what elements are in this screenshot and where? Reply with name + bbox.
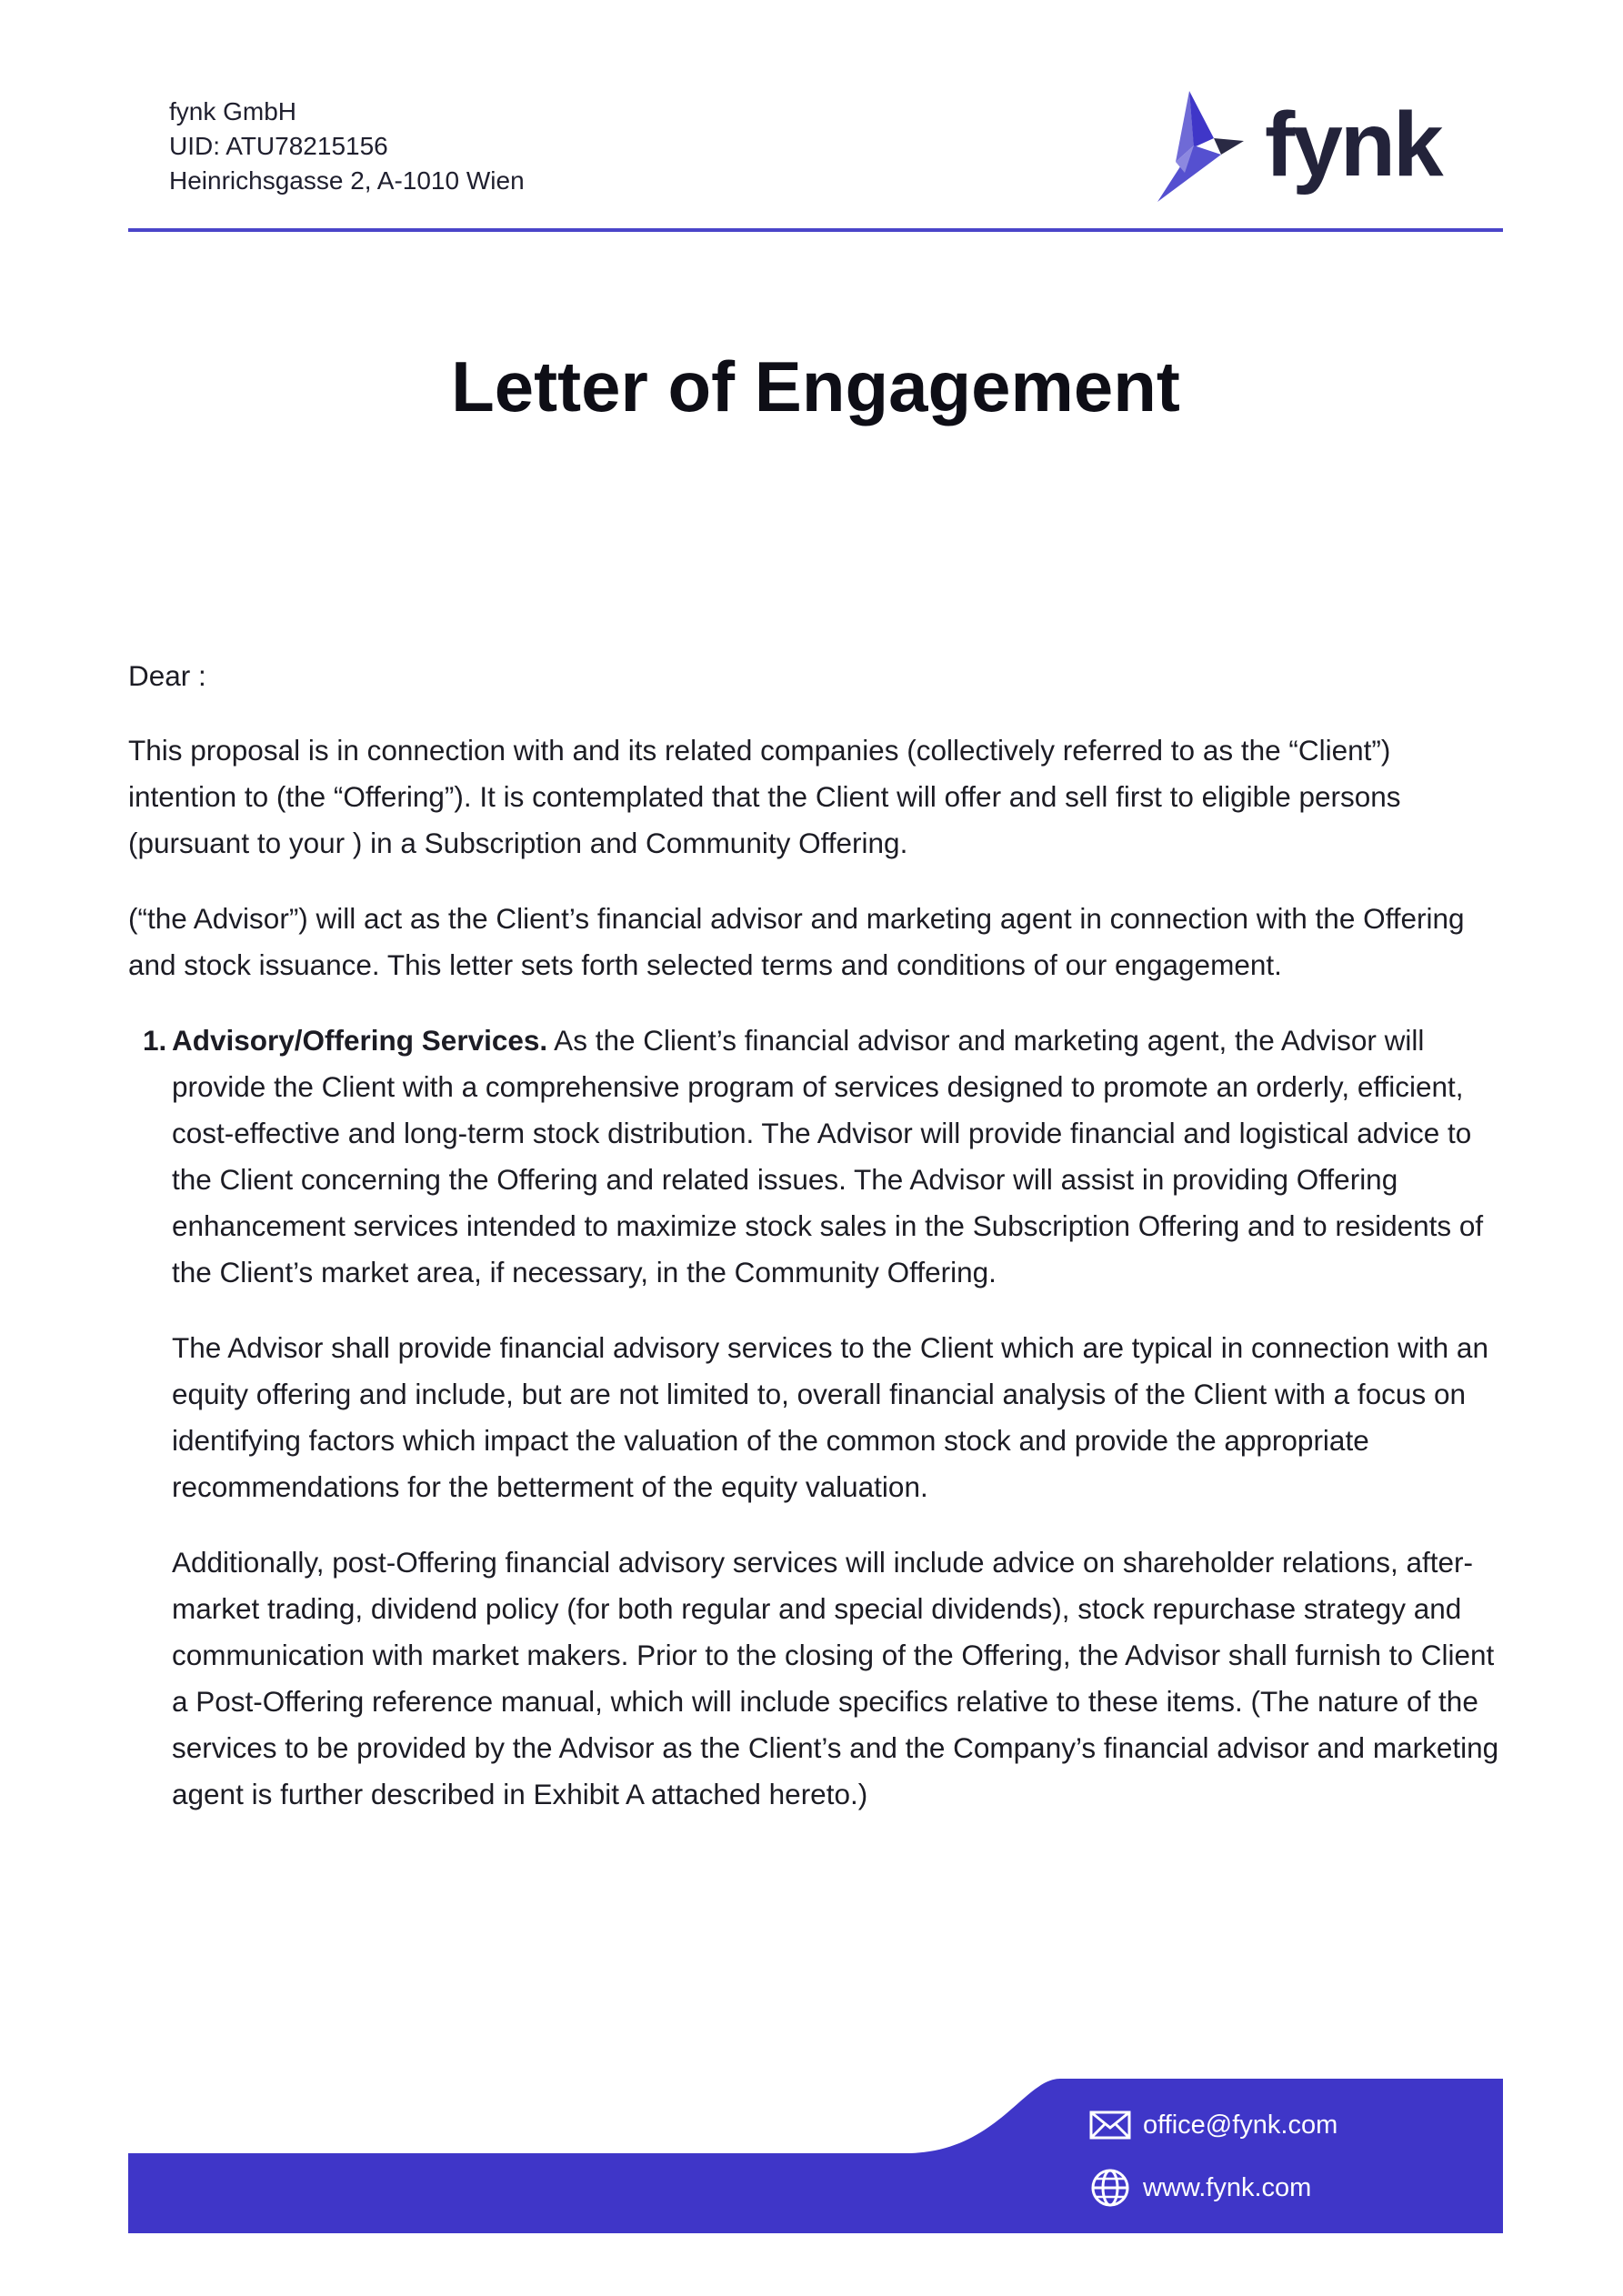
list-item-heading: Advisory/Offering Services. xyxy=(172,1024,548,1057)
list-item xyxy=(128,1018,1503,1818)
website-url[interactable]: www.fynk.com xyxy=(1143,2172,1312,2202)
globe-icon xyxy=(1088,2166,1132,2210)
company-uid: UID: ATU78215156 xyxy=(169,132,388,160)
salutation: Dear : xyxy=(128,659,206,692)
company-info xyxy=(169,95,525,198)
intro-paragraph: This proposal is in connection with and its related companies (collectively referred to as the “Client”) intention to (the “Offering”). It is contemplated that the Client will offer and sell first to eligible persons (pursuant to your ) in a Subscription and Community Offering. xyxy=(128,734,1401,859)
company-address: Heinrichsgasse 2, A-1010 Wien xyxy=(169,166,525,195)
header-divider xyxy=(128,228,1503,232)
fynk-logo xyxy=(1157,91,1448,209)
letterhead xyxy=(128,91,1503,231)
list-item-paragraph: Additionally, post-Offering financial advisory services will include advice on shareholder relations, after-market trading, dividend policy (for both regular and special dividends), stock repurchase strategy and communication with market makers. Prior to the closing of the Offering, the Advisor shall furnish to Client a Post-Offering reference manual, which will include specifics relative to these items. (The nature of the services to be provided by the Advisor as the Client’s and the Company’s financial advisor and marketing agent is further described in Exhibit A attached hereto.) xyxy=(172,1546,1499,1810)
advisor-paragraph: (“the Advisor”) will act as the Client’s financial advisor and marketing agent in connection with the Offering and stock issuance. This letter sets forth selected terms and conditions of our engagement. xyxy=(128,902,1465,981)
document-title: Letter of Engagement xyxy=(451,346,1180,426)
email-address[interactable]: office@fynk.com xyxy=(1143,2110,1338,2140)
letter-body xyxy=(128,653,1503,1847)
logo-wordmark: fynk xyxy=(1265,94,1441,196)
footer-email[interactable] xyxy=(1088,2102,1337,2148)
footer-website[interactable] xyxy=(1088,2165,1311,2211)
list-item-text: As the Client’s financial advisor and marketing agent, the Advisor will provide the Client with a comprehensive program of services designed to promote an orderly, efficient, cost-effective and long-term stock distribution. The Advisor will provide financial and logistical advice to the Client concerning the Offering and related issues. The Advisor will assist in providing Offering enhancement services intended to maximize stock sales in the Subscription Offering and to residents of the Client’s market area, if necessary, in the Community Offering. xyxy=(172,1024,1484,1288)
list-item-paragraph: The Advisor shall provide financial advisory services to the Client which are typical in connection with an equity offering and include, but are not limited to, overall financial analysis of the Client with a focus on identifying factors which impact the valuation of the common stock and provide the appropriate recommendations for the betterment of the equity valuation. xyxy=(172,1331,1488,1503)
bird-logo-icon xyxy=(1157,91,1257,205)
list-item-paragraph xyxy=(172,1018,1503,1296)
company-name: fynk GmbH xyxy=(169,97,297,125)
envelope-icon xyxy=(1088,2103,1132,2147)
list-item-number: 1. xyxy=(143,1024,167,1057)
